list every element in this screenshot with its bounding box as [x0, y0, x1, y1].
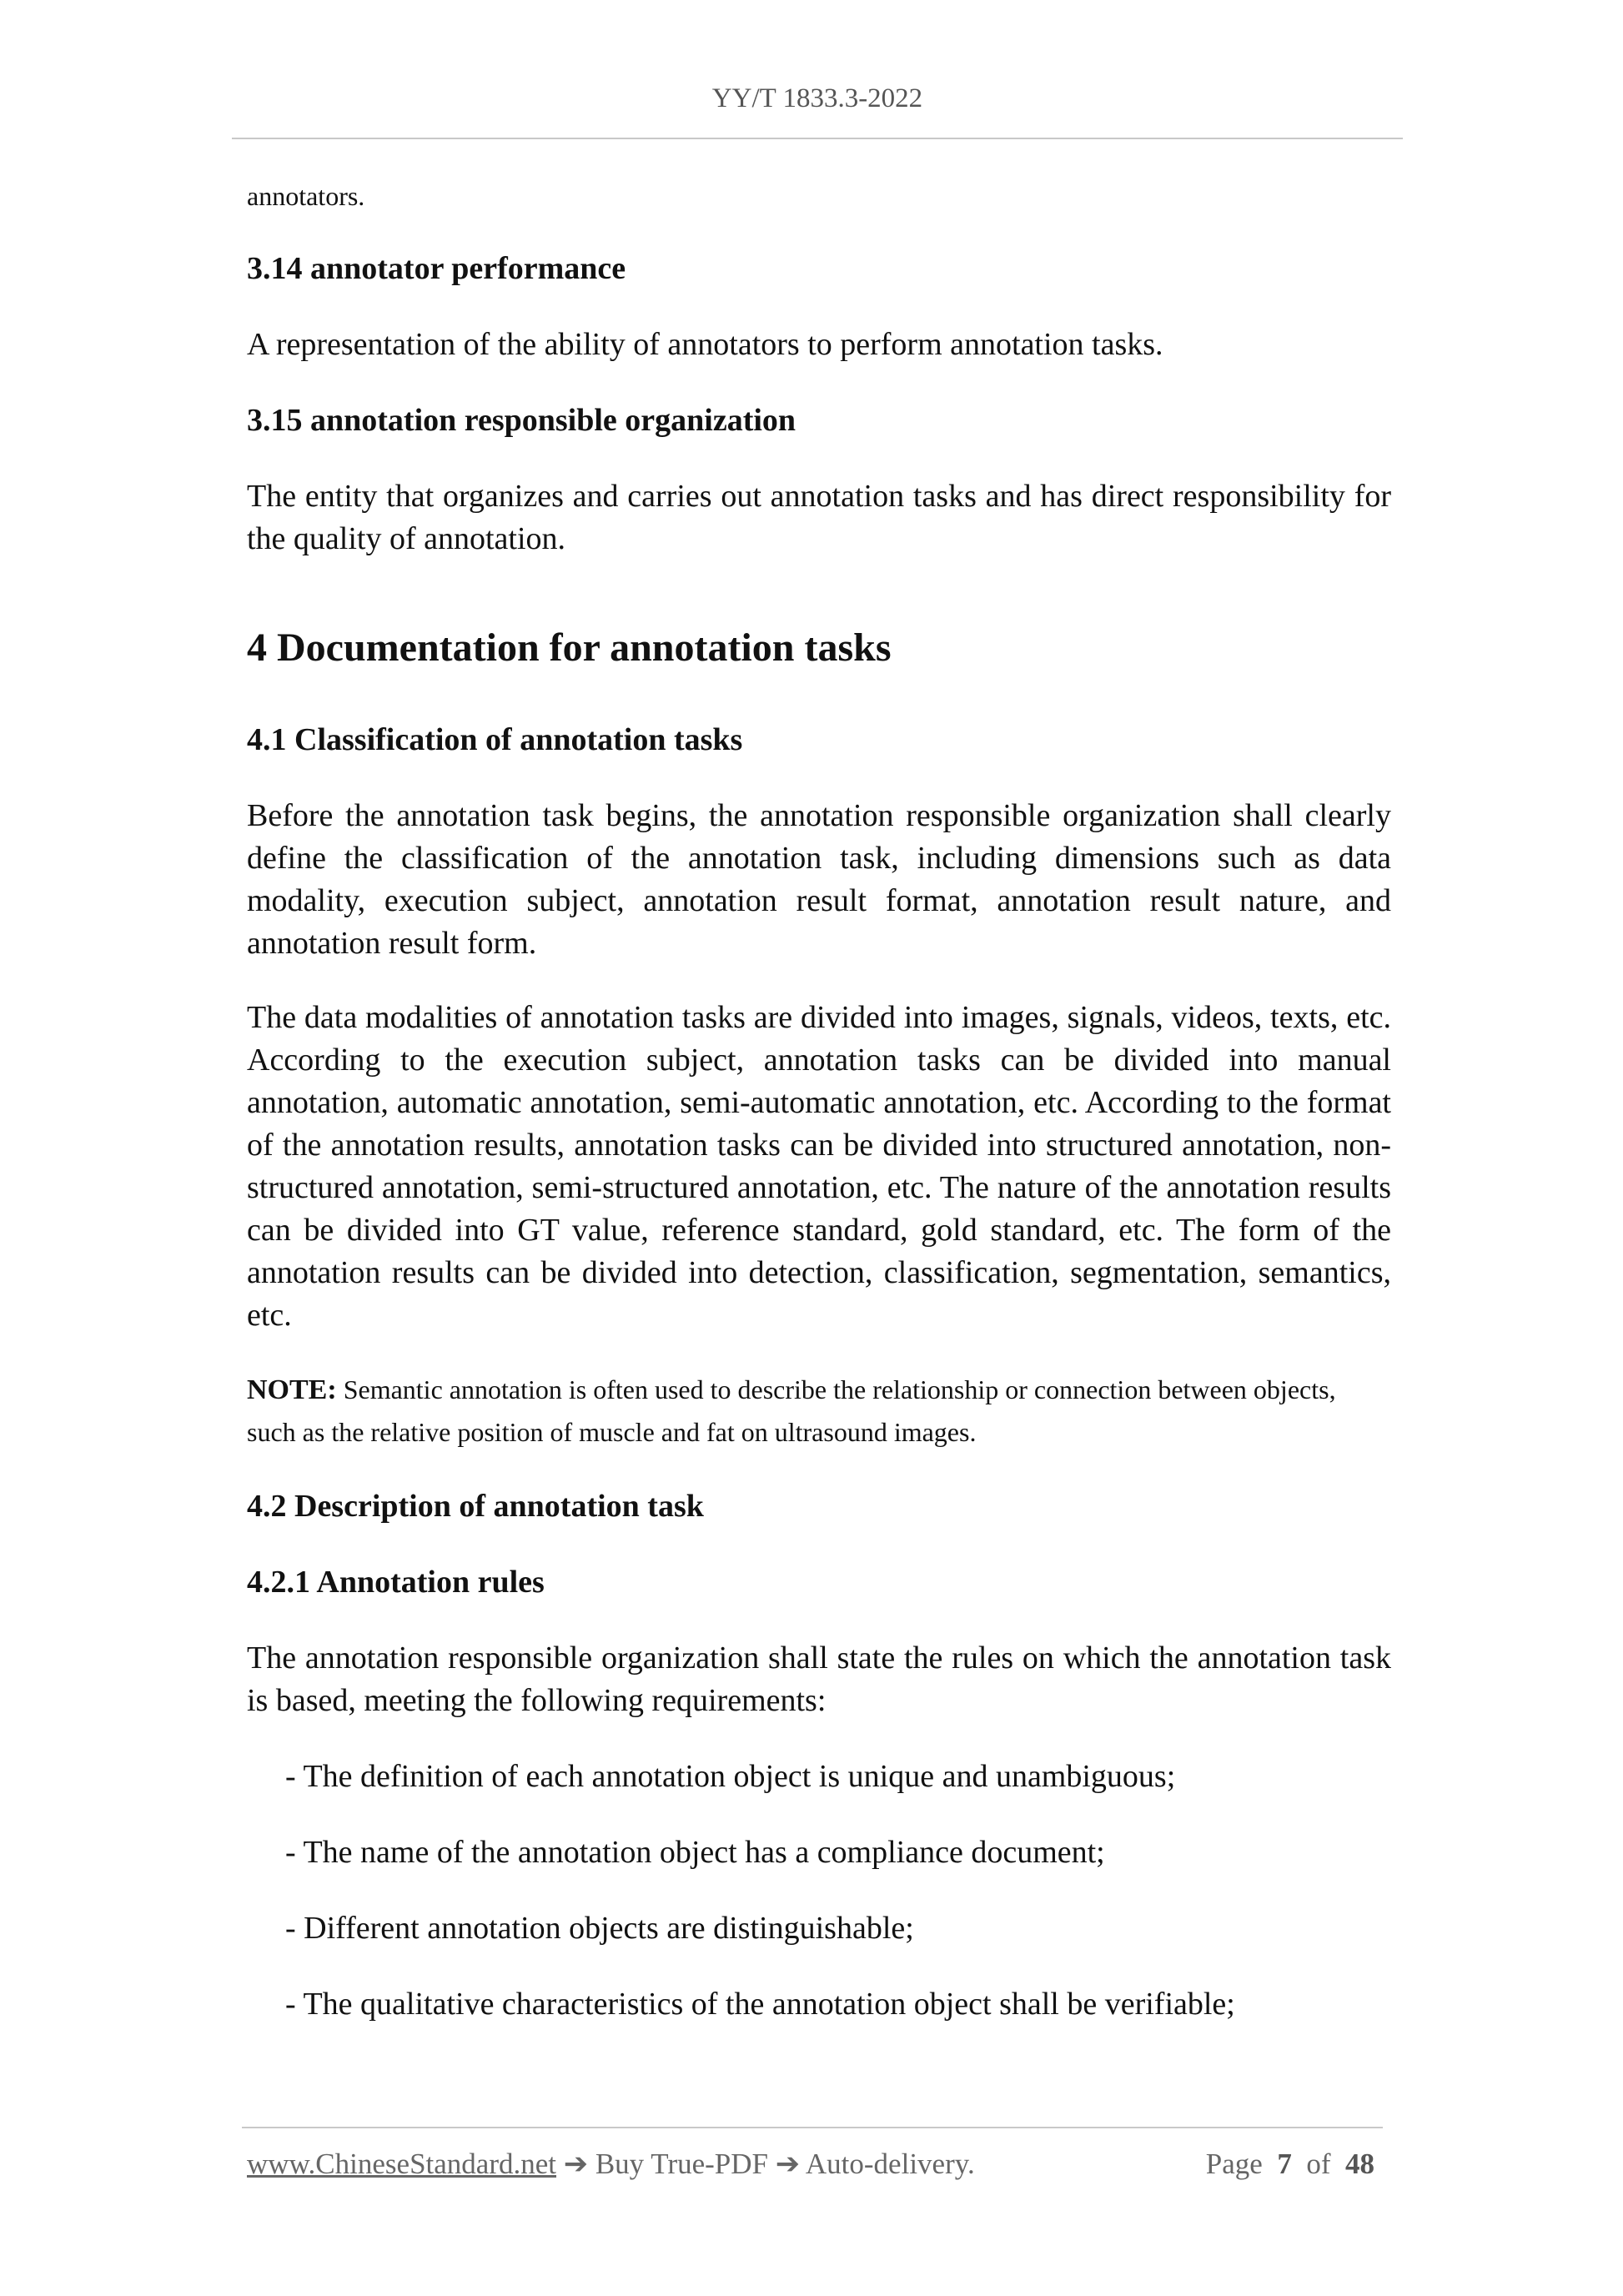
header-divider	[232, 138, 1403, 139]
requirement-item: - The qualitative characteristics of the annotation object shall be verifiable;	[285, 1987, 1235, 2022]
note-text: Semantic annotation is often used to describe the relationship or connection between objects, such as the relative position of muscle and fat on ultrasound images.	[247, 1374, 1336, 1447]
note-label: NOTE:	[247, 1374, 337, 1405]
note	[247, 1369, 1391, 1454]
section-4-title: 4 Documentation for annotation tasks	[247, 625, 892, 670]
auto-delivery-text: Auto-delivery.	[805, 2148, 975, 2180]
heading-3-15: 3.15 annotation responsible organization	[247, 403, 796, 438]
requirement-item: - The name of the annotation object has a compliance document;	[285, 1835, 1105, 1870]
heading-3-14: 3.14 annotator performance	[247, 251, 626, 286]
definition-3-15: The entity that organizes and carries out annotation tasks and has direct responsibility for the quality of annotation.	[247, 479, 1391, 556]
paragraph-4-1-b: The data modalities of annotation tasks are divided into images, signals, videos, texts, etc. According to the execution subject, annotation tasks can be divided into manual annotation, automatic annotation, semi-automatic annotation, etc. According to the format of the annotation results, annotation tasks can be divided into structured annotation, non-structured annotation, semi-structured annotation, etc. The nature of the annotation results can be divided into GT value, reference standard, gold standard, etc. The form of the annotation results can be divided into detection, classification, segmentation, semantics, etc.	[247, 1000, 1391, 1333]
page-number: 7	[1277, 2148, 1292, 2180]
page-indicator	[1206, 2148, 1374, 2181]
page-body	[247, 175, 1391, 2026]
heading-4-1: 4.1 Classification of annotation tasks	[247, 722, 743, 757]
arrow-right-icon: ➔	[775, 2148, 801, 2180]
of-label: of	[1306, 2148, 1331, 2180]
page-label: Page	[1205, 2148, 1263, 2180]
paragraph-4-2-1: The annotation responsible organization shall state the rules on which the annotation task is based, meeting the following requirements:	[247, 1640, 1391, 1718]
document-code-header: YY/T 1833.3-2022	[711, 83, 923, 113]
arrow-right-icon: ➔	[563, 2148, 589, 2180]
footer-divider	[242, 2127, 1383, 2128]
page-total: 48	[1345, 2148, 1374, 2180]
definition-3-14: A representation of the ability of annotators to perform annotation tasks.	[247, 327, 1163, 362]
buy-pdf-text: Buy True-PDF	[595, 2148, 768, 2180]
site-link[interactable]: www.ChineseStandard.net	[247, 2148, 556, 2180]
continued-text: annotators.	[247, 181, 365, 211]
heading-4-2-1: 4.2.1 Annotation rules	[247, 1565, 545, 1600]
footer	[247, 2148, 1374, 2181]
requirement-item: - The definition of each annotation object is unique and unambiguous;	[285, 1759, 1176, 1794]
heading-4-2: 4.2 Description of annotation task	[247, 1489, 704, 1524]
requirement-item: - Different annotation objects are distinguishable;	[285, 1911, 914, 1946]
paragraph-4-1-a: Before the annotation task begins, the annotation responsible organization shall clearly define the classification of the annotation task, including dimensions such as data modality, execution subject, annotation result format, annotation result nature, and annotation result form.	[247, 798, 1391, 961]
